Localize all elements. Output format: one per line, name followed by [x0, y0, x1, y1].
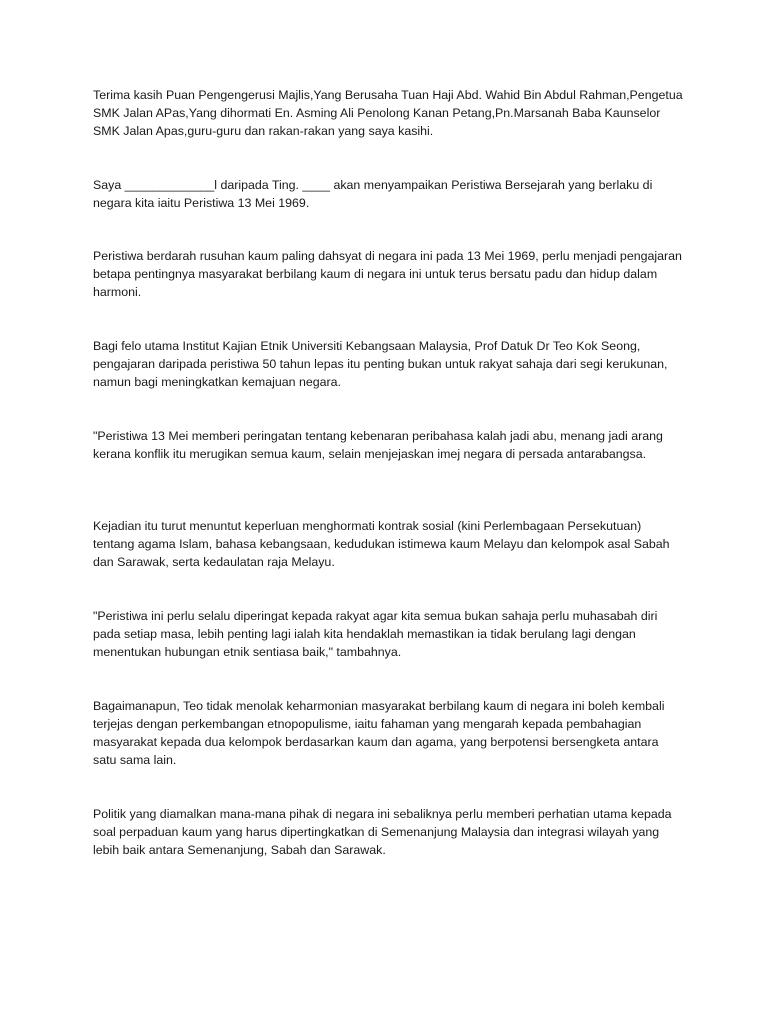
paragraph-proverb-quote: "Peristiwa 13 Mei memberi peringatan tentang kebenaran peribahasa kalah jadi abu, menang jadi arang kerana konflik itu merugikan semua kaum, selain menjejaskan imej negara di persada antarabangsa.	[93, 429, 663, 461]
paragraph-social-contract: Kejadian itu turut menuntut keperluan menghormati kontrak sosial (kini Perlembagaan Persekutuan) tentang agama Islam, bahasa kebangsaan, kedudukan istimewa kaum Melayu dan kelompok asal Sabah dan Sarawak, serta kedaulatan raja Melayu.	[93, 519, 670, 569]
paragraph-expert-view: Bagi felo utama Institut Kajian Etnik Universiti Kebangsaan Malaysia, Prof Datuk Dr Teo Kok Seong, pengajaran daripada peristiwa 50 tahun lepas itu penting bukan untuk rakyat sahaja dari segi kerukunan, namun bagi meningkatkan kemajuan negara.	[93, 339, 668, 389]
paragraph-ethnopopulism: Bagaimanapun, Teo tidak menolak keharmonian masyarakat berbilang kaum di negara ini boleh kembali terjejas dengan perkembangan etnopopulisme, iaitu fahaman yang mengarah kepada pembahagian masyarakat kepada dua kelompok berdasarkan kaum dan agama, yang berpotensi bersengketa antara satu sama lain.	[93, 699, 665, 767]
paragraph-reminder-quote: "Peristiwa ini perlu selalu diperingat kepada rakyat agar kita semua bukan sahaja perlu muhasabah diri pada setiap masa, lebih penting lagi ialah kita hendaklah memastikan ia tidak berulang lagi dengan menentukan hubungan etnik sentiasa baik," tambahnya.	[93, 609, 658, 659]
paragraph-event-summary: Peristiwa berdarah rusuhan kaum paling dahsyat di negara ini pada 13 Mei 1969, perlu menjadi pengajaran betapa pentingnya masyarakat berbilang kaum di negara ini untuk terus bersatu padu dan hidup dalam harmoni.	[93, 249, 682, 299]
paragraph-introduction: Saya _____________l daripada Ting. ____ akan menyampaikan Peristiwa Bersejarah yang berlaku di negara kita iaitu Peristiwa 13 Mei 1969.	[93, 178, 653, 210]
paragraph-greeting: Terima kasih Puan Pengengerusi Majlis,Yang Berusaha Tuan Haji Abd. Wahid Bin Abdul Rahman,Pengetua SMK Jalan APas,Yang dihormati En. Asming Ali Penolong Kanan Petang,Pn.Marsanah Baba Kaunselor SMK Jalan Apas,guru-guru dan rakan-rakan yang saya kasihi.	[93, 88, 683, 138]
paragraph-political-unity: Politik yang diamalkan mana-mana pihak di negara ini sebaliknya perlu memberi perhatian utama kepada soal perpaduan kaum yang harus dipertingkatkan di Semenanjung Malaysia dan integrasi wilayah yang lebih baik antara Semenanjung, Sabah dan Sarawak.	[93, 807, 672, 857]
